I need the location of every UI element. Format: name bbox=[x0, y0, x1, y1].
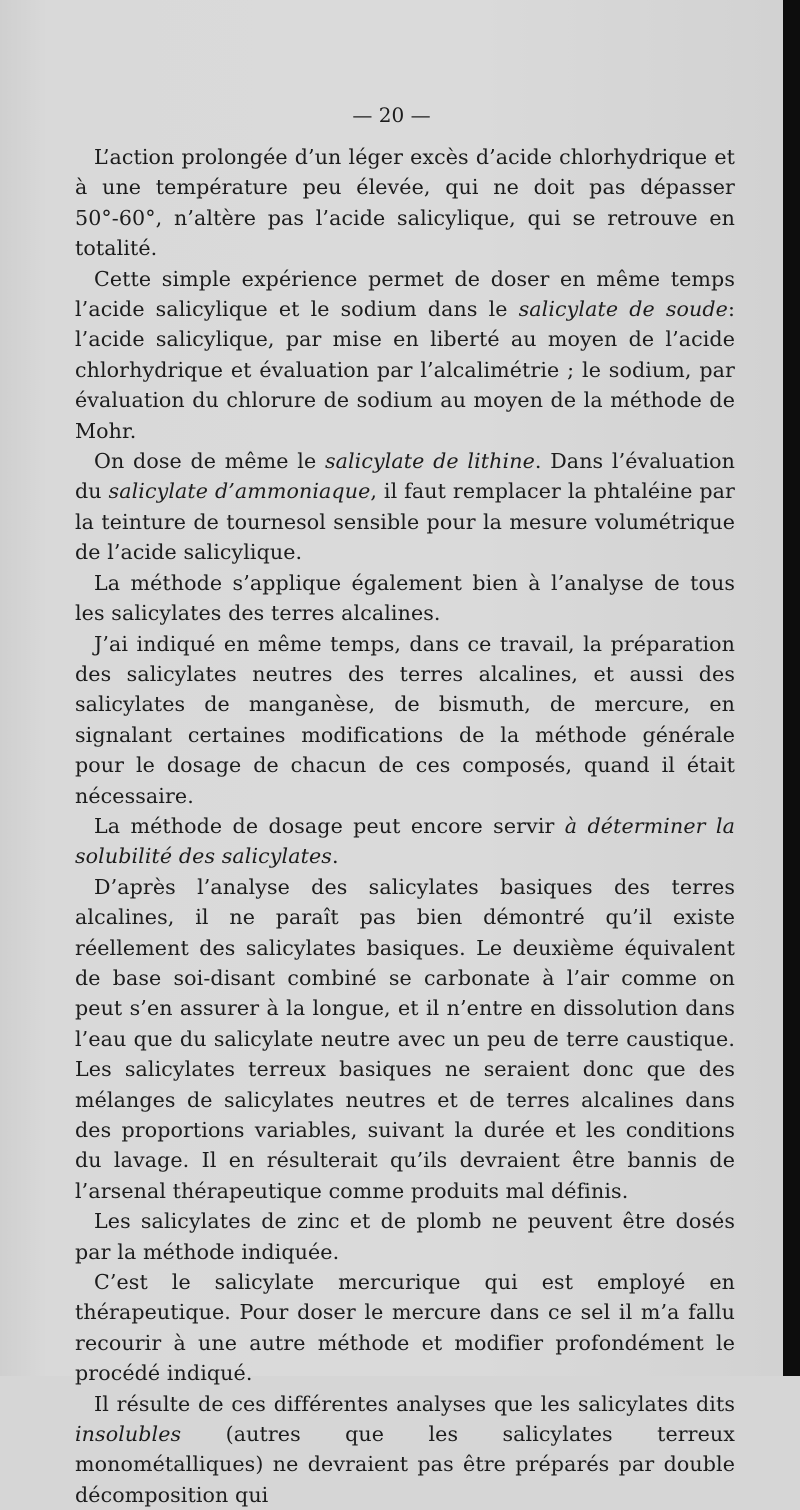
italic-term: salicylate de lithine bbox=[324, 449, 535, 474]
paragraph: La méthode s’applique également bien à l’analyse de tous les salicylates des terres alcalines. bbox=[75, 570, 735, 626]
paragraph: On dose de même le salicylate de lithine. Dans l’évaluation du salicylate d’ammoniaque, il faut remplacer la phtaléine par la teinture de tournesol sensible pour la mesure volumétrique de l’acide salicylique. bbox=[75, 449, 736, 565]
italic-term: salicylate de soude bbox=[518, 297, 728, 322]
paragraph: La méthode de dosage peut encore servir à déterminer la solubilité des salicylates. bbox=[75, 813, 735, 869]
paragraph: L’action prolongée d’un léger excès d’acide chlorhydrique et à une température peu élevée, qui ne doit pas dépasser 50°-60°, n’altère pas l’acide salicylique, qui se retrouve en totalité. bbox=[75, 145, 735, 261]
paragraph: Les salicylates de zinc et de plomb ne peuvent être dosés par la méthode indiquée. bbox=[75, 1209, 735, 1264]
paragraph: C’est le salicylate mercurique qui est employé en thérapeutique. Pour doser le mercure dans ce sel il m’a fallu recourir à une autre méthode et modifier profondément le procédé indiqué. bbox=[75, 1270, 735, 1386]
body-text bbox=[75, 142, 735, 1510]
italic-term: salicylate d’ammoniaque bbox=[108, 479, 371, 504]
paragraph: Cette simple expérience permet de doser en même temps l’acide salicylique et le sodium dans le salicylate de soude: l’acide salicylique, par mise en liberté au moyen de l’acide chlorhydrique et évaluation par l’alcalimétrie ; le sodium, par évaluation du chlorure de sodium au moyen de la méthode de Mohr. bbox=[75, 266, 735, 443]
italic-term: à déterminer la solubilité des salicylates bbox=[75, 813, 735, 869]
paragraph: D’après l’analyse des salicylates basiques des terres alcalines, il ne paraît pas bien démontré qu’il existe réellement des salicylates basiques. Le deuxième équivalent de base soi-disant combiné se carbonate à l’air comme on peut s’en assurer à la longue, et il n’entre en dissolution dans l’eau que du salicylate neutre avec un peu de terre caustique. Les salicylates terreux basiques ne seraient donc que des mélanges de salicylates neutres et de terres alcalines dans des proportions variables, suivant la durée et les conditions du lavage. Il en résulterait qu’ils devraient être bannis de l’arsenal thérapeutique comme produits mal définis. bbox=[75, 874, 735, 1203]
scan-edge bbox=[783, 0, 800, 1376]
italic-term: insolubles bbox=[75, 1422, 182, 1447]
paragraph: J’ai indiqué en même temps, dans ce travail, la préparation des salicylates neutres des terres alcalines, et aussi des salicylates de manganèse, de bismuth, de mercure, en signalant certaines modifications de la méthode générale pour le dosage de chacun de ces composés, quand il était nécessaire. bbox=[75, 631, 735, 808]
paragraph: Il résulte de ces différentes analyses que les salicylates dits insolubles (autres que les salicylates terreux monométalliques) ne devraient pas être préparés par double décomposition qui bbox=[75, 1391, 735, 1507]
page-number: — 20 — bbox=[352, 103, 431, 127]
